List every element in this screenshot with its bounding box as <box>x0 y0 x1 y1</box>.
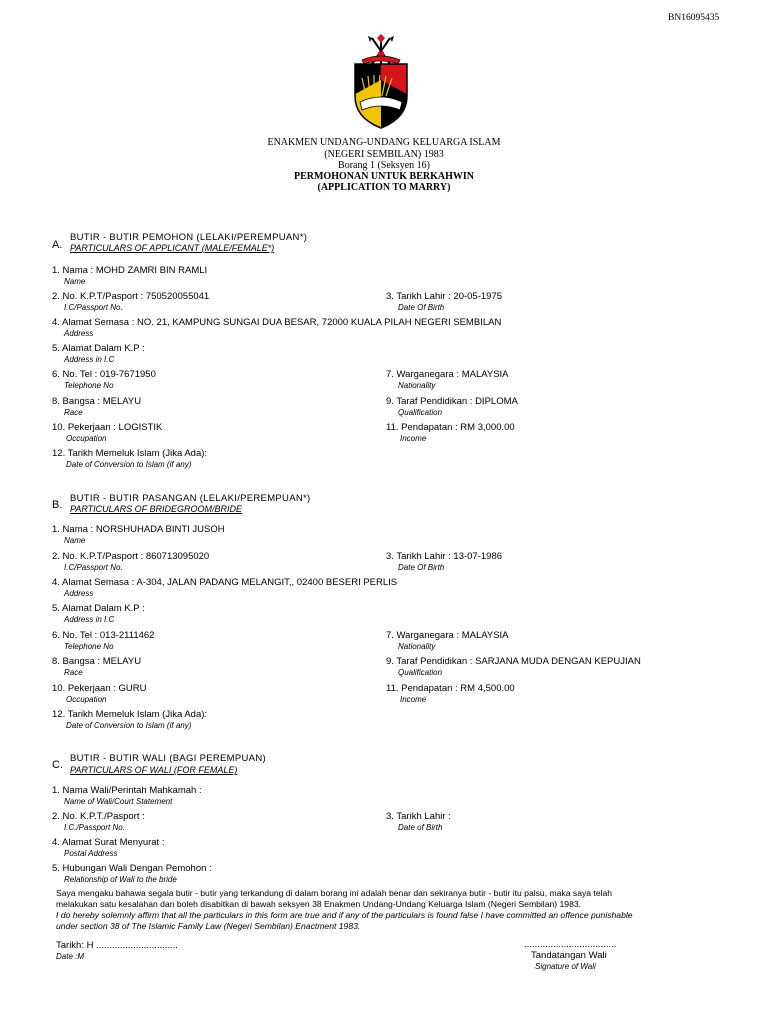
section-c-title: BUTIR - BUTIR WALI (BAGI PEREMPUAN) <box>70 753 266 764</box>
declaration-malay-line1: Saya mengaku bahawa segala butir - butir yang terkandung di dalam borang ini adalah benar dan sekiranya butir - butir itu palsu, maka saya telah <box>56 888 613 898</box>
section-b-subtitle: PARTICULARS OF BRIDEGROOM/BRIDE <box>70 504 243 514</box>
form-title-malay: PERMOHONAN UNTUK BERKAHWIN <box>293 171 474 182</box>
partner-conversion-field: 12. Tarikh Memeluk Islam (Jika Ada): <box>52 709 208 720</box>
wali-name-field: 1. Nama Wali/Perintah Mahkamah : <box>52 785 202 796</box>
applicant-education-sublabel: Qualification <box>398 408 443 417</box>
applicant-conversion-field: 12. Tarikh Memeluk Islam (Jika Ada): <box>52 448 208 459</box>
partner-address-sublabel: Address <box>64 589 94 598</box>
applicant-education-field: 9. Taraf Pendidikan : DIPLOMA <box>386 396 518 407</box>
wali-relationship-field: 5. Hubungan Wali Dengan Pemohon : <box>52 863 212 874</box>
applicant-ic-address-field: 5. Alamat Dalam K.P : <box>52 343 145 354</box>
section-a-subtitle: PARTICULARS OF APPLICANT (MALE/FEMALE*) <box>70 243 275 253</box>
applicant-nationality-field: 7. Warganegara : MALAYSIA <box>386 369 509 380</box>
partner-dob-field: 3. Tarikh Lahir : 13-07-1986 <box>386 551 503 562</box>
date-sublabel: Date :M <box>56 952 85 961</box>
partner-occupation-field: 10. Pekerjaan : GURU <box>52 683 147 694</box>
partner-race-sublabel: Race <box>64 668 83 677</box>
applicant-name-field: 1. Nama : MOHD ZAMRI BIN RAMLI <box>52 265 208 276</box>
date-field: Tarikh: H ............................... <box>56 940 178 951</box>
applicant-address-sublabel: Address <box>64 329 94 338</box>
signature-sublabel: Signature of Wali <box>535 962 596 971</box>
partner-name-sublabel: Name <box>64 536 86 545</box>
signature-label: Tandatangan Wali <box>531 950 607 961</box>
negeri-sembilan-emblem-icon <box>348 34 414 130</box>
applicant-ic-sublabel: I.C/Passport No. <box>64 303 123 312</box>
wali-postal-address-field: 4. Alamat Surat Menyurat : <box>52 837 165 848</box>
section-c-letter: C. <box>52 759 63 771</box>
applicant-dob-sublabel: Date Of Birth <box>398 303 445 312</box>
applicant-ic-field: 2. No. K.P.T/Pasport : 750520055041 <box>52 291 210 302</box>
partner-ic-sublabel: I.C/Passport No. <box>64 563 123 572</box>
wali-dob-sublabel: Date of Birth <box>398 823 443 832</box>
applicant-phone-sublabel: Telephone No <box>64 381 114 390</box>
signature-line: ................................... <box>524 939 617 950</box>
partner-nationality-sublabel: Nationality <box>398 642 436 651</box>
applicant-race-field: 8. Bangsa : MELAYU <box>52 396 142 407</box>
partner-income-field: 11. Pendapatan : RM 4,500.00 <box>386 683 515 694</box>
partner-ic-field: 2. No. K.P.T/Pasport : 860713095020 <box>52 551 210 562</box>
enactment-state: (NEGERI SEMBILAN) 1983 <box>324 149 444 160</box>
declaration-malay-line2: melakukan satu kesalahan dan boleh disabitkan di bawah seksyen 38 Enakmen Undang-Undang Keluarga Islam (Negeri Sembilan) 1983. <box>56 899 582 909</box>
applicant-address-field: 4. Alamat Semasa : NO. 21, KAMPUNG SUNGAI DUA BESAR, 72000 KUALA PILAH NEGERI SEMBILAN <box>52 317 502 328</box>
section-a-letter: A. <box>52 239 63 251</box>
applicant-income-field: 11. Pendapatan : RM 3,000.00 <box>386 422 515 433</box>
wali-ic-sublabel: I.C./Passport No. <box>64 823 125 832</box>
applicant-name-sublabel: Name <box>64 277 86 286</box>
partner-education-sublabel: Qualification <box>398 668 443 677</box>
wali-name-sublabel: Name of Wali/Court Statement <box>64 797 173 806</box>
partner-phone-field: 6. No. Tel : 013-2111462 <box>52 630 155 641</box>
partner-phone-sublabel: Telephone No <box>64 642 114 651</box>
form-number: Borang 1 (Seksyen 16) <box>338 160 430 171</box>
declaration-english-line2: under section 38 of The Islamic Family Law (Negeri Sembilan) Enactment 1983. <box>56 921 361 931</box>
applicant-dob-field: 3. Tarikh Lahir : 20-05-1975 <box>386 291 503 302</box>
partner-nationality-field: 7. Warganegara : MALAYSIA <box>386 630 509 641</box>
applicant-conversion-sublabel: Date of Conversion to Islam (if any) <box>66 460 192 469</box>
form-title-english: (APPLICATION TO MARRY) <box>317 182 451 193</box>
wali-dob-field: 3. Tarikh Lahir : <box>386 811 451 822</box>
applicant-ic-address-sublabel: Address in I.C <box>64 355 115 364</box>
applicant-nationality-sublabel: Nationality <box>398 381 436 390</box>
section-c-subtitle: PARTICULARS OF WALI (FOR FEMALE) <box>70 765 238 775</box>
enactment-title: ENAKMEN UNDANG-UNDANG KELUARGA ISLAM <box>267 137 501 148</box>
section-b-title: BUTIR - BUTIR PASANGAN (LELAKI/PEREMPUAN*) <box>70 493 311 504</box>
partner-dob-sublabel: Date Of Birth <box>398 563 445 572</box>
applicant-income-sublabel: Income <box>400 434 427 443</box>
partner-conversion-sublabel: Date of Conversion to Islam (if any) <box>66 721 192 730</box>
partner-education-field: 9. Taraf Pendidikan : SARJANA MUDA DENGAN KEPUJIAN <box>386 656 641 667</box>
partner-income-sublabel: Income <box>400 695 427 704</box>
partner-address-field: 4. Alamat Semasa : A-304, JALAN PADANG MELANGIT,, 02400 BESERI PERLIS <box>52 577 398 588</box>
partner-occupation-sublabel: Occupation <box>66 695 107 704</box>
applicant-race-sublabel: Race <box>64 408 83 417</box>
partner-ic-address-sublabel: Address in I.C <box>64 615 115 624</box>
section-a-title: BUTIR - BUTIR PEMOHON (LELAKI/PEREMPUAN*) <box>70 232 308 243</box>
document-reference-number: BN16095435 <box>668 13 720 23</box>
section-b-letter: B. <box>52 499 63 511</box>
partner-race-field: 8. Bangsa : MELAYU <box>52 656 142 667</box>
wali-postal-address-sublabel: Postal Address <box>64 849 118 858</box>
declaration-english-line1: I do hereby solemnly affirm that all the particulars in this form are true and if any of the particulars is found false I have committed an offence punishable <box>56 910 633 920</box>
partner-ic-address-field: 5. Alamat Dalam K.P : <box>52 603 145 614</box>
wali-relationship-sublabel: Relationship of Wali to the bride <box>64 875 177 884</box>
wali-ic-field: 2. No. K.P.T./Pasport : <box>52 811 145 822</box>
applicant-occupation-sublabel: Occupation <box>66 434 107 443</box>
applicant-occupation-field: 10. Pekerjaan : LOGISTIK <box>52 422 163 433</box>
applicant-phone-field: 6. No. Tel : 019-7671950 <box>52 369 156 380</box>
partner-name-field: 1. Nama : NORSHUHADA BINTI JUSOH <box>52 524 225 535</box>
